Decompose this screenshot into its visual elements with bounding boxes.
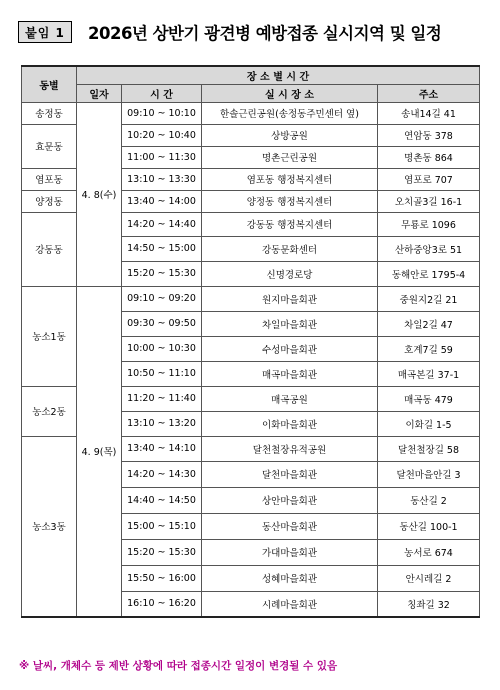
time-cell: 15:20 ~ 15:30 [122, 539, 202, 565]
address-cell: 달천철장길 58 [378, 436, 480, 461]
address-cell: 송내14길 41 [378, 102, 480, 124]
attachment-badge: 붙임 1 [18, 21, 72, 43]
address-cell: 농서로 674 [378, 539, 480, 565]
time-cell: 14:20 ~ 14:40 [122, 212, 202, 236]
header-date: 일자 [77, 84, 122, 102]
place-cell: 강동동 행정복지센터 [202, 212, 378, 236]
place-cell: 달천마을회관 [202, 461, 378, 487]
place-cell: 강동문화센터 [202, 236, 378, 261]
document-title: 2026년 상반기 광견병 예방접종 실시지역 및 일정 [88, 24, 442, 43]
time-cell: 13:10 ~ 13:20 [122, 411, 202, 436]
dong-cell: 농소3동 [22, 436, 77, 617]
dong-cell: 강동동 [22, 212, 77, 286]
time-cell: 15:00 ~ 15:10 [122, 513, 202, 539]
address-cell: 안시레길 2 [378, 565, 480, 591]
header-time: 시 간 [122, 84, 202, 102]
address-cell: 호계7길 59 [378, 336, 480, 361]
place-cell: 매곡마을회관 [202, 361, 378, 386]
place-cell: 양정동 행정복지센터 [202, 190, 378, 212]
dong-cell: 효문동 [22, 124, 77, 168]
date-cell: 4. 8(수) [77, 102, 122, 286]
place-cell: 이화마을회관 [202, 411, 378, 436]
place-cell: 시례마을회관 [202, 591, 378, 617]
address-cell: 무룡로 1096 [378, 212, 480, 236]
time-cell: 15:20 ~ 15:30 [122, 261, 202, 286]
dong-cell: 양정동 [22, 190, 77, 212]
time-cell: 10:20 ~ 10:40 [122, 124, 202, 146]
place-cell: 원지마을회관 [202, 286, 378, 311]
time-cell: 16:10 ~ 16:20 [122, 591, 202, 617]
schedule-change-note: ※ 날씨, 개체수 등 제반 상황에 따라 접종시간 일정이 변경될 수 있음 [19, 660, 338, 672]
schedule-table [21, 65, 480, 618]
time-cell: 11:20 ~ 11:40 [122, 386, 202, 411]
place-cell: 명촌근린공원 [202, 146, 378, 168]
header-group: 장 소 별 시 간 [77, 66, 480, 84]
table-row [22, 102, 480, 124]
time-cell: 11:00 ~ 11:30 [122, 146, 202, 168]
place-cell: 한솔근린공원(송정동주민센터 옆) [202, 102, 378, 124]
table-row [22, 286, 480, 311]
time-cell: 14:50 ~ 15:00 [122, 236, 202, 261]
address-cell: 명촌동 864 [378, 146, 480, 168]
address-cell: 염포로 707 [378, 168, 480, 190]
place-cell: 신명경로당 [202, 261, 378, 286]
time-cell: 14:40 ~ 14:50 [122, 487, 202, 513]
time-cell: 10:50 ~ 11:10 [122, 361, 202, 386]
place-cell: 달천철장유적공원 [202, 436, 378, 461]
place-cell: 수성마을회관 [202, 336, 378, 361]
header-dong: 동별 [22, 66, 77, 102]
address-cell: 오치골3길 16-1 [378, 190, 480, 212]
address-cell: 달천마을안길 3 [378, 461, 480, 487]
time-cell: 14:20 ~ 14:30 [122, 461, 202, 487]
place-cell: 매곡공원 [202, 386, 378, 411]
dong-cell: 농소1동 [22, 286, 77, 386]
address-cell: 매곡본길 37-1 [378, 361, 480, 386]
time-cell: 09:10 ~ 10:10 [122, 102, 202, 124]
place-cell: 동산마을회관 [202, 513, 378, 539]
address-cell: 중원지2길 21 [378, 286, 480, 311]
address-cell: 칭좌길 32 [378, 591, 480, 617]
address-cell: 매곡동 479 [378, 386, 480, 411]
dong-cell: 송정동 [22, 102, 77, 124]
address-cell: 차일2길 47 [378, 311, 480, 336]
header-place: 실 시 장 소 [202, 84, 378, 102]
place-cell: 염포동 행정복지센터 [202, 168, 378, 190]
time-cell: 15:50 ~ 16:00 [122, 565, 202, 591]
date-cell: 4. 9(목) [77, 286, 122, 617]
place-cell: 성혜마을회관 [202, 565, 378, 591]
time-cell: 09:30 ~ 09:50 [122, 311, 202, 336]
place-cell: 상방공원 [202, 124, 378, 146]
dong-cell: 농소2동 [22, 386, 77, 436]
place-cell: 차일마을회관 [202, 311, 378, 336]
header-address: 주소 [378, 84, 480, 102]
time-cell: 10:00 ~ 10:30 [122, 336, 202, 361]
dong-cell: 염포동 [22, 168, 77, 190]
address-cell: 연암동 378 [378, 124, 480, 146]
address-cell: 산하중앙3로 51 [378, 236, 480, 261]
address-cell: 동산길 2 [378, 487, 480, 513]
time-cell: 13:40 ~ 14:10 [122, 436, 202, 461]
time-cell: 13:40 ~ 14:00 [122, 190, 202, 212]
time-cell: 13:10 ~ 13:30 [122, 168, 202, 190]
address-cell: 동해안로 1795-4 [378, 261, 480, 286]
time-cell: 09:10 ~ 09:20 [122, 286, 202, 311]
address-cell: 동산길 100-1 [378, 513, 480, 539]
address-cell: 이화길 1-5 [378, 411, 480, 436]
place-cell: 상안마을회관 [202, 487, 378, 513]
place-cell: 가대마을회관 [202, 539, 378, 565]
